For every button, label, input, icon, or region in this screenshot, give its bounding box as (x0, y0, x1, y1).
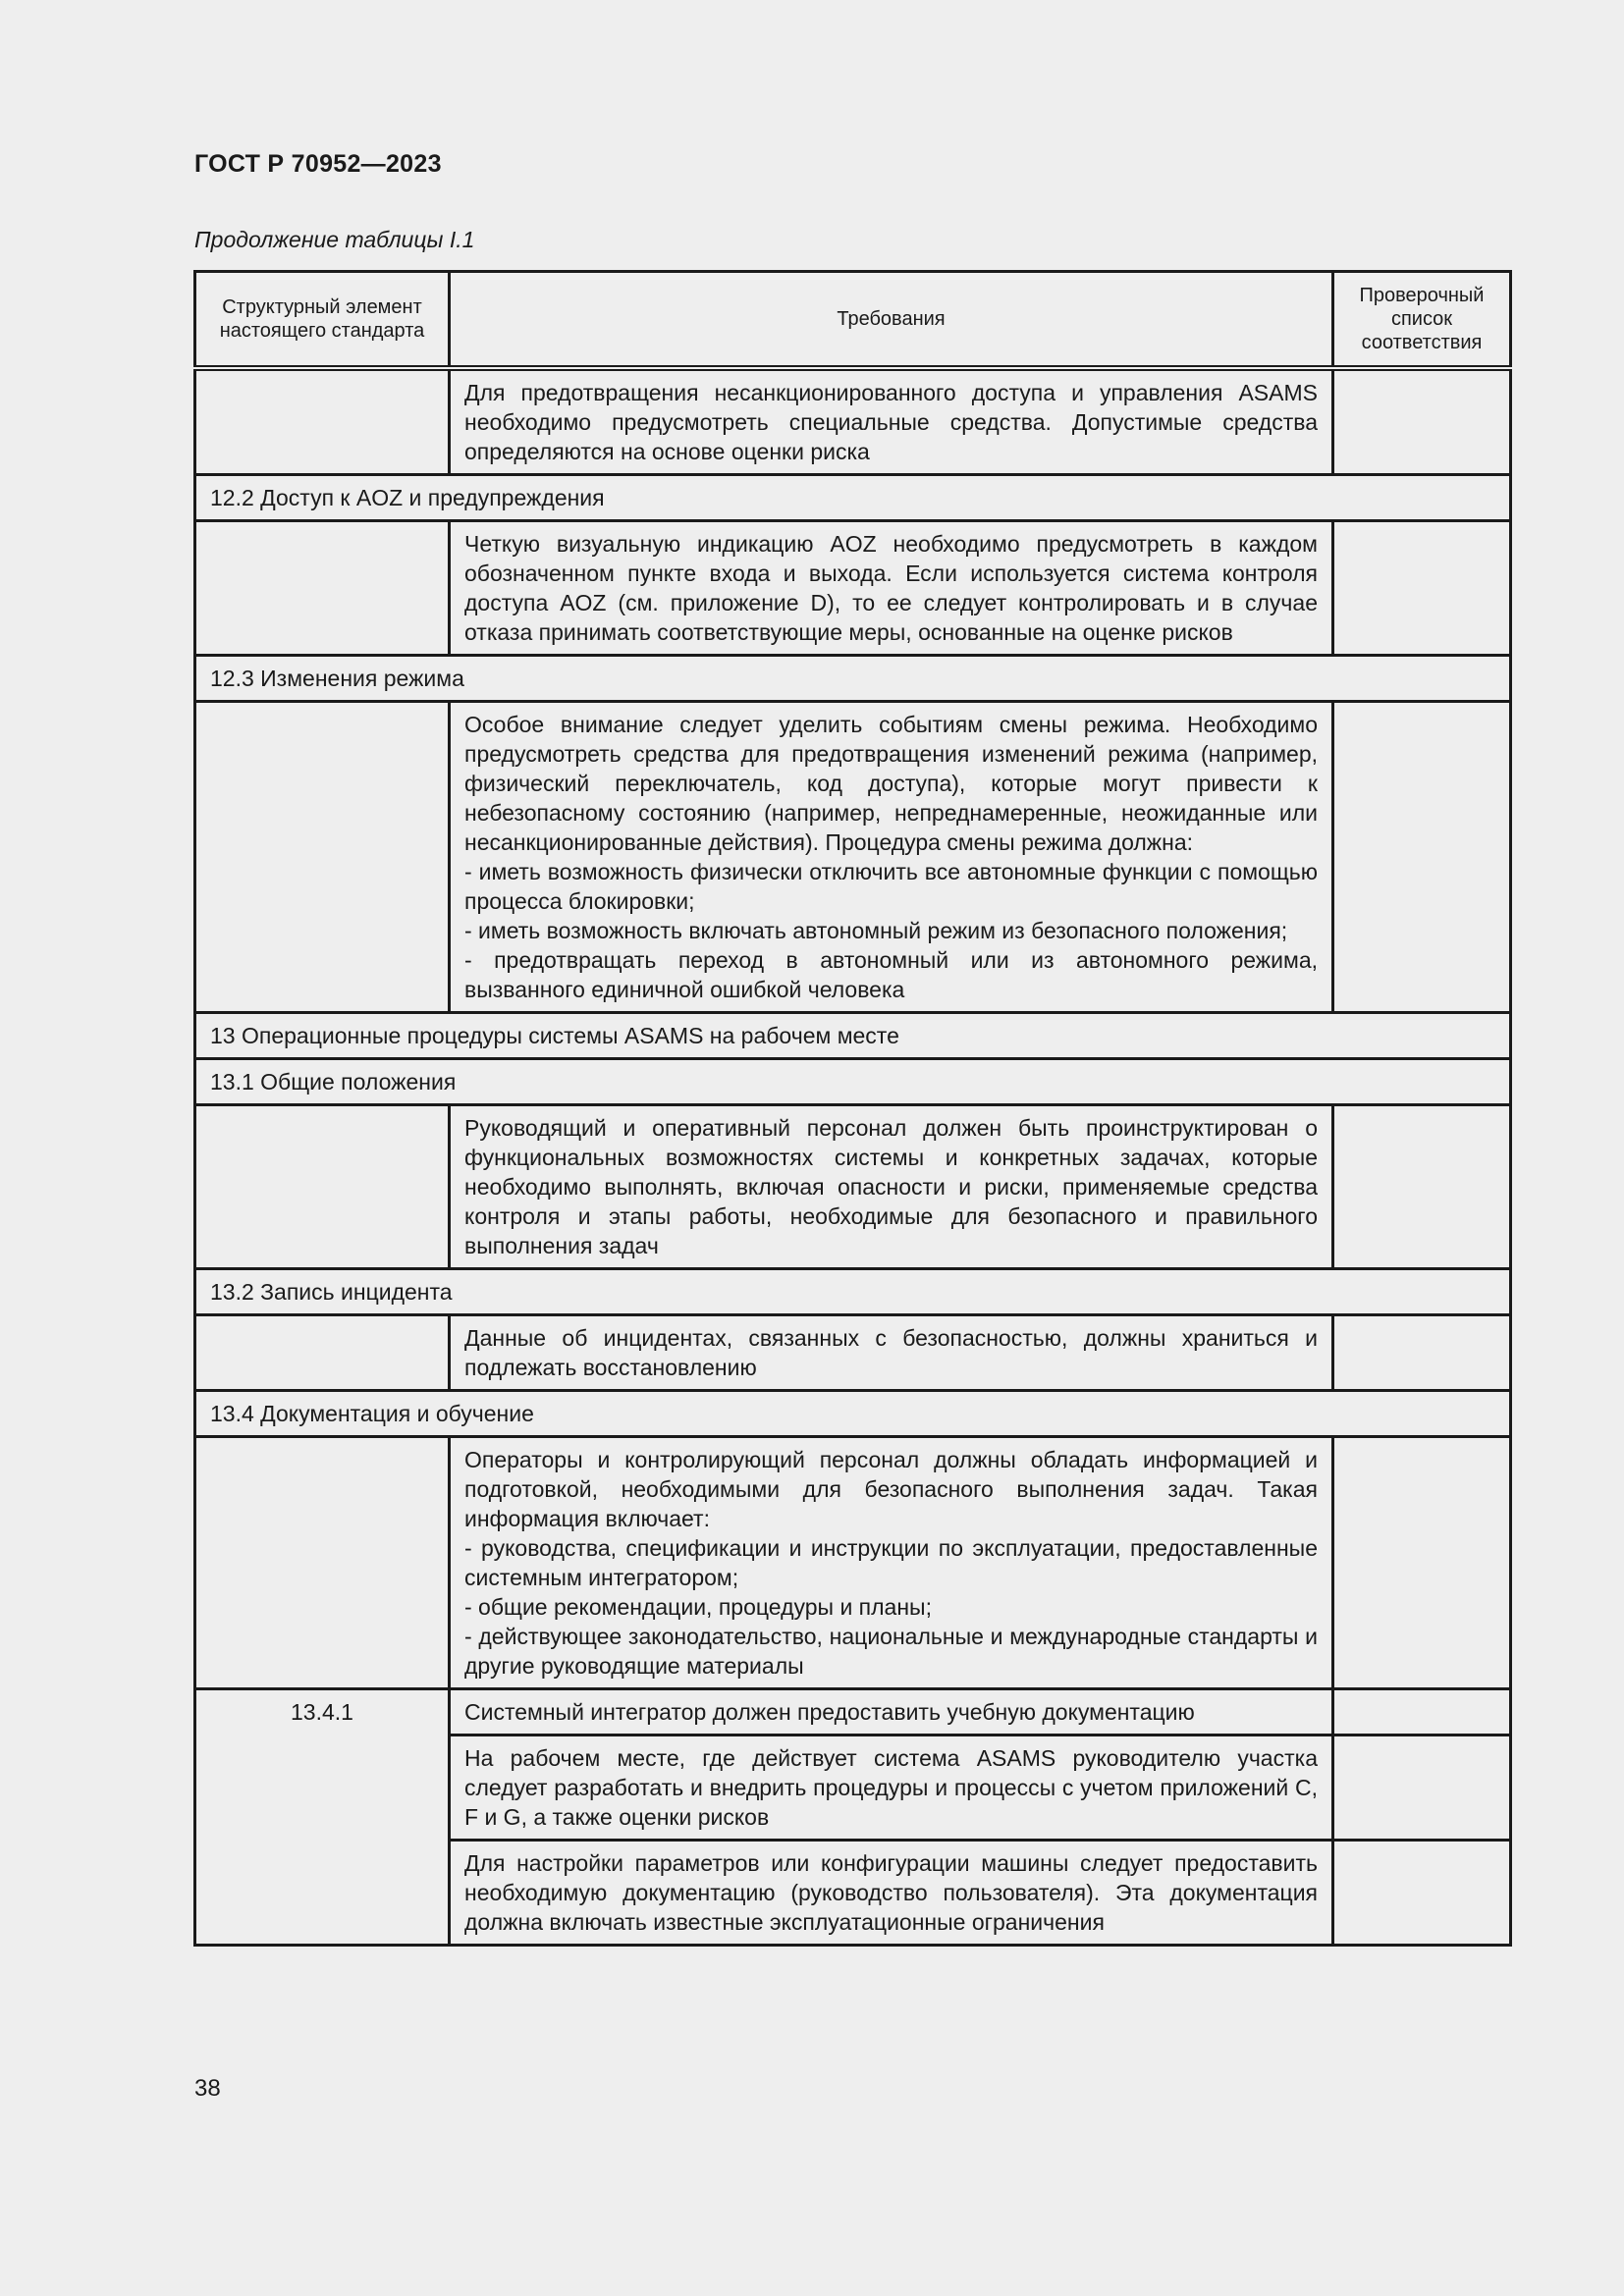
column-header-checklist: Проверочный список соответствия (1333, 272, 1511, 369)
table-row (195, 521, 1511, 656)
document-code: ГОСТ Р 70952—2023 (194, 150, 442, 178)
requirement-text: Для предотвращения несанкционированного доступа и управления ASAMS необходимо предусмотреть специальные средства. Допустимые средства определяются на основе оценки риска (464, 380, 1318, 464)
requirement-text: - предотвращать переход в автономный или из автономного режима, вызванного единичной ошибкой человека (464, 947, 1318, 1002)
requirement-cell (450, 521, 1333, 656)
section-heading: 12.3 Изменения режима (195, 656, 1511, 702)
section-heading: 13 Операционные процедуры системы ASAMS на рабочем месте (195, 1013, 1511, 1059)
section-row (195, 1391, 1511, 1437)
table-caption: Продолжение таблицы I.1 (194, 227, 475, 252)
section-row (195, 1013, 1511, 1059)
requirement-text: - иметь возможность включать автономный режим из безопасного положения; (464, 918, 1288, 943)
structural-element-cell (195, 702, 450, 1013)
requirement-cell: На рабочем месте, где действует система ASAMS руководителю участка следует разработать и внедрить процедуры и процессы с учетом приложений С, F и G, а также оценки рисков (450, 1735, 1333, 1841)
column-header-requirements: Требования (450, 272, 1333, 369)
requirement-cell (450, 1105, 1333, 1269)
table-row (195, 702, 1511, 1013)
requirement-text: Особое внимание следует уделить событиям смены режима. Необходимо предусмотреть средства для предотвращения изменений режима (например, физический переключатель, код доступа), которые могут привести к небезопасному состоянию (например, непреднамеренные, неожиданные или несанкционированные действия). Процедура смены режима должна: (464, 712, 1318, 855)
table-row (195, 368, 1511, 475)
structural-element-cell (195, 368, 450, 475)
table-row (195, 1105, 1511, 1269)
requirement-cell (450, 702, 1333, 1013)
checklist-cell (1333, 1315, 1511, 1391)
table-body (195, 368, 1511, 1946)
requirement-text: - действующее законодательство, национальные и международные стандарты и другие руководящие материалы (464, 1624, 1318, 1679)
table-row (195, 1315, 1511, 1391)
requirement-cell: Системный интегратор должен предоставить учебную документацию (450, 1689, 1333, 1735)
structural-element-cell (195, 1105, 450, 1269)
section-heading: 13.1 Общие положения (195, 1059, 1511, 1105)
section-row (195, 1059, 1511, 1105)
requirement-cell (450, 368, 1333, 475)
requirements-table (193, 270, 1512, 1947)
requirement-text: Четкую визуальную индикацию AOZ необходимо предусмотреть в каждом обозначенном пункте входа и выхода. Если используется система контроля доступа AOZ (см. приложение D), то ее следует контролировать и в случае отказа принимать соответствующие меры, основанные на оценке рисков (464, 531, 1318, 645)
structural-element-cell (195, 1437, 450, 1689)
section-row (195, 656, 1511, 702)
requirement-text: Операторы и контролирующий персонал должны обладать информацией и подготовкой, необходимыми для безопасного выполнения задач. Такая информация включает: (464, 1447, 1318, 1531)
checklist-cell (1333, 368, 1511, 475)
table-row (195, 1437, 1511, 1689)
checklist-cell (1333, 1689, 1511, 1735)
requirement-cell (450, 1315, 1333, 1391)
table-header-row (195, 272, 1511, 369)
structural-element-cell (195, 521, 450, 656)
checklist-cell (1333, 1735, 1511, 1841)
column-header-element: Структурный элемент настоящего стандарта (195, 272, 450, 369)
checklist-cell (1333, 521, 1511, 656)
page-number: 38 (194, 2075, 221, 2102)
section-row (195, 475, 1511, 521)
requirement-text: - руководства, спецификации и инструкции по эксплуатации, предоставленные системным интегратором; (464, 1535, 1318, 1590)
structural-element-cell: 13.4.1 (195, 1689, 450, 1946)
checklist-cell (1333, 1841, 1511, 1946)
section-heading: 13.2 Запись инцидента (195, 1269, 1511, 1315)
checklist-cell (1333, 1437, 1511, 1689)
checklist-cell (1333, 702, 1511, 1013)
requirement-cell: Для настройки параметров или конфигурации машины следует предоставить необходимую документацию (руководство пользователя). Эта документация должна включать известные эксплуатационные ограничения (450, 1841, 1333, 1946)
section-row (195, 1269, 1511, 1315)
requirement-text: Данные об инцидентах, связанных с безопасностью, должны храниться и подлежать восстановлению (464, 1325, 1318, 1380)
requirement-text: Руководящий и оперативный персонал должен быть проинструктирован о функциональных возможностях системы и конкретных задачах, которые необходимо выполнять, включая опасности и риски, применяемые средства контроля и этапы работы, необходимые для безопасного и правильного выполнения задач (464, 1115, 1318, 1258)
requirement-text: - иметь возможность физически отключить все автономные функции с помощью процесса блокировки; (464, 859, 1318, 914)
requirement-text: - общие рекомендации, процедуры и планы; (464, 1594, 932, 1620)
checklist-cell (1333, 1105, 1511, 1269)
requirement-cell (450, 1437, 1333, 1689)
structural-element-cell (195, 1315, 450, 1391)
section-heading: 13.4 Документация и обучение (195, 1391, 1511, 1437)
table-row (195, 1689, 1511, 1735)
section-heading: 12.2 Доступ к AOZ и предупреждения (195, 475, 1511, 521)
